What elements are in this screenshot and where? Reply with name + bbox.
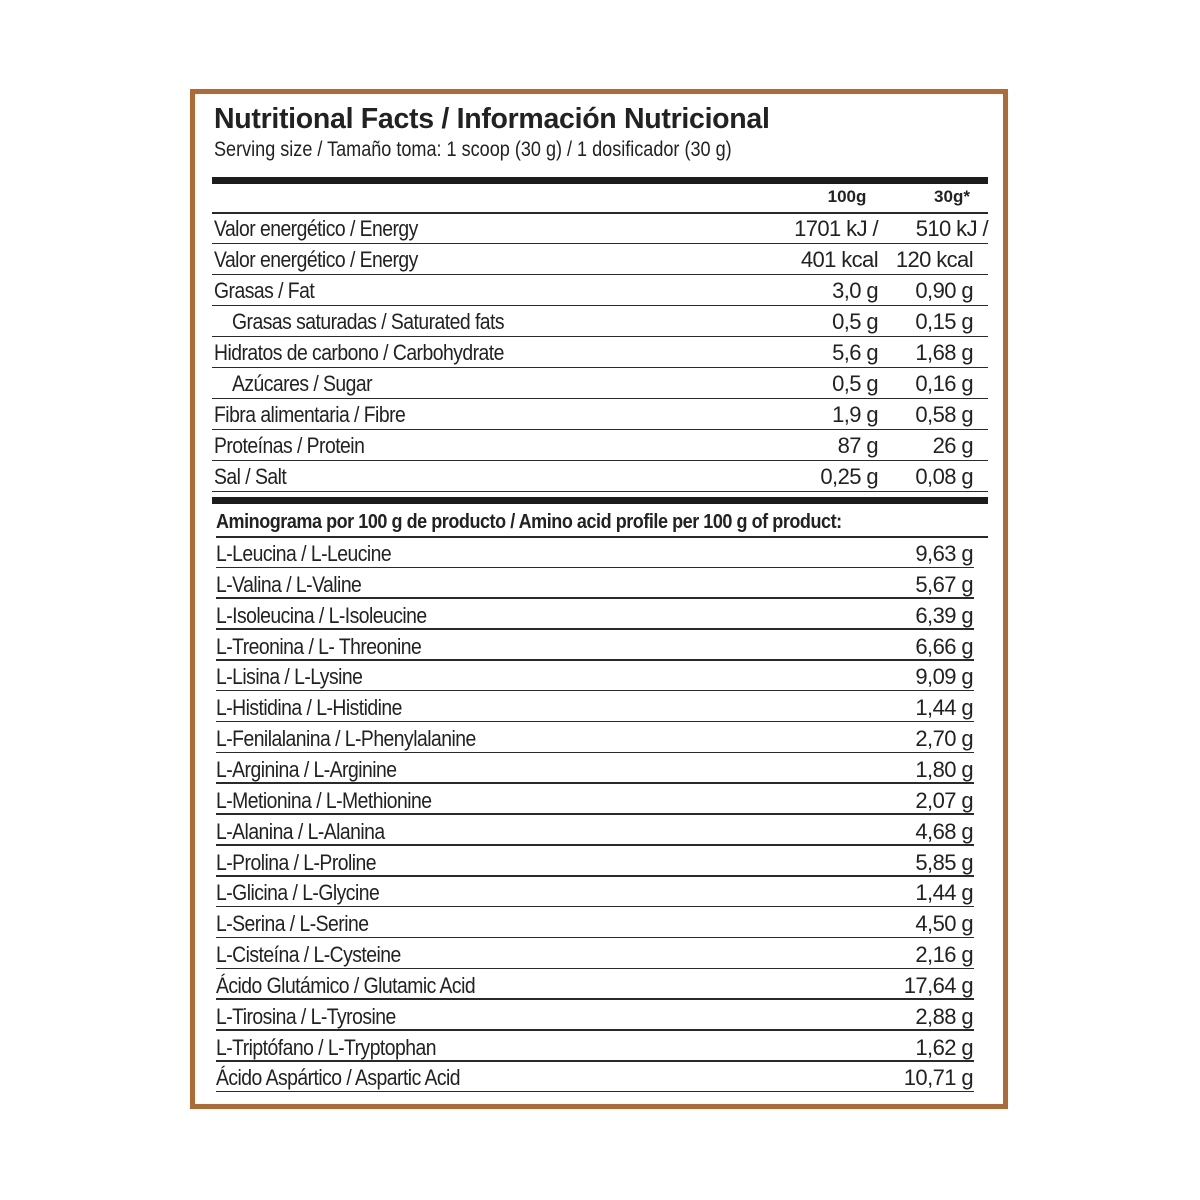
amino-acid-row [216,938,988,969]
nutrient-row [212,244,988,275]
amino-acid-value: 4,68 g [915,818,973,844]
amino-acid-row [216,784,988,815]
nutrient-row [212,306,988,337]
amino-acid-name: L-Arginina / L-Arginine [216,756,397,782]
nutrient-name: Sal / Salt [214,464,287,489]
serving-size: Serving size / Tamaño toma: 1 scoop (30 g) / 1 dosificador (30 g) [214,138,732,161]
nutrient-value-100g: 0,5 g [832,309,878,334]
nutrient-value-30g: 0,15 g [915,309,973,334]
amino-acid-value: 6,66 g [915,633,973,659]
nutrient-value-100g: 3,0 g [832,278,878,303]
nutrient-row [212,213,988,244]
amino-acid-value: 1,44 g [915,880,973,906]
nutrient-value-100g: 87 g [837,433,878,458]
nutrient-value-30g: 1,68 g [915,340,973,365]
amino-acid-name: L-Alanina / L-Alanina [216,818,385,844]
nutrient-value-100g: 5,6 g [832,340,878,365]
amino-acid-row [216,907,988,938]
amino-acid-name: L-Glicina / L-Glycine [216,880,380,906]
amino-acid-value: 1,62 g [915,1034,973,1060]
amino-acid-row [216,599,988,630]
nutrient-value-30g: 26 g [932,433,973,458]
amino-acid-value: 2,16 g [915,942,973,968]
amino-acid-row [216,815,988,846]
amino-acid-name: L-Leucina / L-Leucine [216,541,392,566]
nutrient-name: Valor energético / Energy [214,216,418,241]
amino-acid-name: L-Prolina / L-Proline [216,849,377,875]
nutrient-row [212,275,988,306]
label-title: Nutritional Facts / Información Nutricional [214,103,770,135]
amino-acid-value: 1,44 g [915,695,973,721]
amino-acid-value: 2,70 g [915,726,973,752]
amino-acid-value: 5,85 g [915,849,973,875]
amino-acid-value: 4,50 g [915,911,973,937]
amino-acid-row [216,1061,988,1092]
amino-acid-value: 1,80 g [915,756,973,782]
amino-acid-name: L-Serina / L-Serine [216,911,369,937]
nutrient-row [212,430,988,461]
column-header-30g: 30g* [934,187,970,206]
nutrient-value-100g: 0,5 g [832,371,878,396]
nutrient-name: Valor energético / Energy [214,247,418,272]
amino-acid-name: L-Valina / L-Valine [216,571,362,597]
nutrient-row [212,337,988,368]
nutrient-value-30g: 510 kJ / [915,216,988,241]
amino-acid-value: 2,07 g [915,787,973,813]
amino-acid-name: L-Tirosina / L-Tyrosine [216,1003,396,1029]
amino-acid-name: L-Fenilalanina / L-Phenylalanine [216,726,476,752]
nutrient-row [212,368,988,399]
nutrient-value-30g: 0,90 g [915,278,973,303]
amino-acid-value: 9,63 g [915,541,973,566]
nutrient-value-30g: 120 kcal [895,247,973,272]
amino-acid-value: 5,67 g [915,571,973,597]
amino-acid-name: L-Lisina / L-Lysine [216,664,363,690]
amino-acid-row [216,753,988,784]
amino-acid-name: L-Histidina / L-Histidine [216,695,402,721]
amino-acid-value: 2,88 g [915,1003,973,1029]
amino-acid-name: L-Isoleucina / L-Isoleucine [216,602,427,628]
amino-acid-row [216,846,988,877]
amino-acid-row [216,1031,988,1062]
nutrient-value-30g: 0,08 g [915,464,973,489]
amino-acid-name: L-Triptófano / L-Tryptophan [216,1034,436,1060]
nutrient-row [212,399,988,430]
nutrient-value-100g: 1701 kJ / [794,216,878,241]
amino-acid-row [216,1000,988,1031]
amino-acid-name: L-Treonina / L- Threonine [216,633,422,659]
column-header-100g: 100g [827,187,867,206]
nutrition-label [190,89,1008,1109]
amino-acid-name: L-Cisteína / L-Cysteine [216,942,401,968]
nutrient-row [212,461,988,492]
amino-acid-row [216,537,988,568]
amino-acid-name: Ácido Glutámico / Glutamic Acid [216,972,476,998]
amino-acid-value: 17,64 g [903,972,973,998]
amino-acid-name: L-Metionina / L-Methionine [216,787,432,813]
amino-profile-title: Aminograma por 100 g de producto / Amino acid profile per 100 g of product: [216,511,842,533]
nutrient-name: Proteínas / Protein [214,433,365,458]
amino-acid-row [216,630,988,661]
nutrient-value-30g: 0,58 g [915,402,973,427]
amino-acid-value: 10,71 g [903,1065,973,1091]
amino-acid-value: 6,39 g [915,602,973,628]
amino-acid-value: 9,09 g [915,664,973,690]
nutrient-name: Hidratos de carbono / Carbohydrate [214,340,504,365]
nutrient-value-100g: 401 kcal [800,247,878,272]
amino-acid-name: Ácido Aspártico / Aspartic Acid [216,1065,461,1091]
nutrient-name: Grasas / Fat [214,278,315,303]
amino-acid-row [216,722,988,753]
nutrient-value-30g: 0,16 g [915,371,973,396]
amino-acid-row [216,876,988,907]
middle-divider-bar [212,497,988,504]
amino-acid-row [216,969,988,1000]
amino-acid-row [216,691,988,722]
nutrient-name: Grasas saturadas / Saturated fats [232,309,505,334]
top-divider-bar [212,177,988,184]
amino-acid-row [216,568,988,599]
nutrient-value-100g: 0,25 g [820,464,878,489]
nutrient-name: Fibra alimentaria / Fibre [214,402,406,427]
amino-acid-row [216,660,988,691]
nutrient-value-100g: 1,9 g [832,402,878,427]
nutrient-name: Azúcares / Sugar [232,371,373,396]
